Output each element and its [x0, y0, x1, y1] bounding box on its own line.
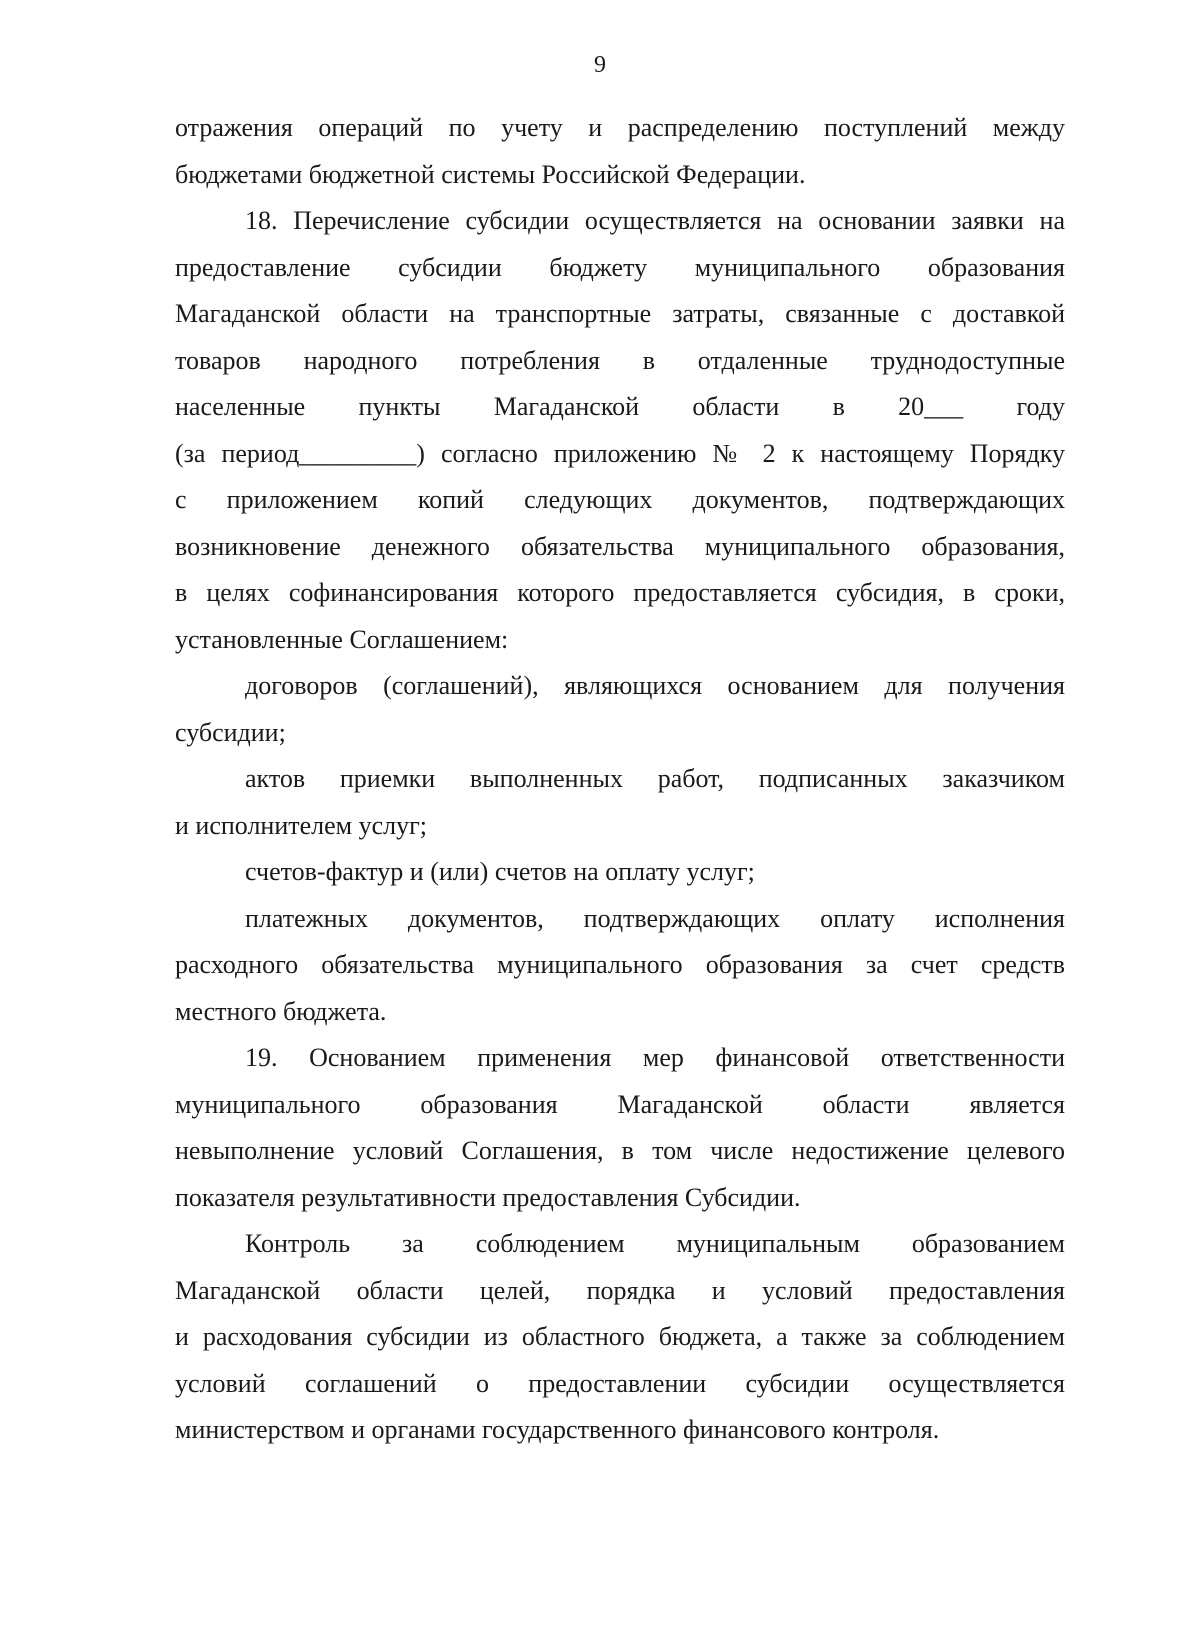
- text-line: Магаданской области целей, порядка и условий предоставления: [175, 1275, 1065, 1305]
- paragraph-18: [175, 198, 1065, 663]
- text-line: отражения операций по учету и распределению поступлений между: [175, 113, 1065, 142]
- text-line: показателя результативности предоставления Субсидии.: [175, 1182, 801, 1212]
- list-item-acts: [175, 756, 1065, 849]
- text-line: товаров народного потребления в отдаленные труднодоступные: [175, 345, 1065, 375]
- text-line: (за период_________) согласно приложению № 2 к настоящему Порядку: [175, 438, 1065, 468]
- text-line: договоров (соглашений), являющихся основанием для получения: [245, 671, 1065, 700]
- text-line: условий соглашений о предоставлении субсидии осуществляется: [175, 1368, 1065, 1398]
- text-line: счетов-фактур и (или) счетов на оплату услуг;: [245, 857, 755, 886]
- text-line: Магаданской области на транспортные затраты, связанные с доставкой: [175, 299, 1065, 328]
- page-number: 9: [594, 52, 606, 78]
- text-line: в целях софинансирования которого предоставляется субсидия, в сроки,: [175, 578, 1065, 607]
- text-line: населенные пункты Магаданской области в 20___ году: [175, 392, 1065, 421]
- text-line: с приложением копий следующих документов, подтверждающих: [175, 485, 1065, 514]
- text-line: и исполнителем услуг;: [175, 810, 428, 840]
- text-line: министерством и органами государственного финансового контроля.: [175, 1415, 940, 1444]
- text-line: муниципального образования Магаданской области является: [175, 1089, 1065, 1119]
- list-item-payments: [175, 896, 1065, 1036]
- text-line: 19. Основанием применения мер финансовой ответственности: [245, 1043, 1065, 1072]
- text-line: субсидии;: [175, 717, 286, 747]
- text-line: Контроль за соблюдением муниципальным образованием: [245, 1229, 1065, 1258]
- text-line: предоставление субсидии бюджету муниципального образования: [175, 252, 1065, 282]
- text-line: расходного обязательства муниципального образования за счет средств: [175, 950, 1065, 979]
- text-line: местного бюджета.: [175, 996, 387, 1026]
- paragraph-intro: [175, 105, 1065, 198]
- text-line: возникновение денежного обязательства муниципального образования,: [175, 531, 1065, 561]
- text-line: бюджетами бюджетной системы Российской Федерации.: [175, 159, 806, 189]
- document-body: [175, 105, 1065, 1454]
- paragraph-control: [175, 1221, 1065, 1454]
- text-line: и расходования субсидии из областного бюджета, а также за соблюдением: [175, 1322, 1065, 1351]
- list-item-contracts: [175, 663, 1065, 756]
- paragraph-19: [175, 1035, 1065, 1221]
- text-line: невыполнение условий Соглашения, в том числе недостижение целевого: [175, 1136, 1065, 1165]
- text-line: платежных документов, подтверждающих оплату исполнения: [245, 903, 1065, 933]
- text-line: 18. Перечисление субсидии осуществляется на основании заявки на: [245, 206, 1065, 235]
- text-line: установленные Соглашением:: [175, 624, 509, 654]
- list-item-invoices: [175, 849, 1065, 896]
- text-line: актов приемки выполненных работ, подписанных заказчиком: [245, 764, 1065, 793]
